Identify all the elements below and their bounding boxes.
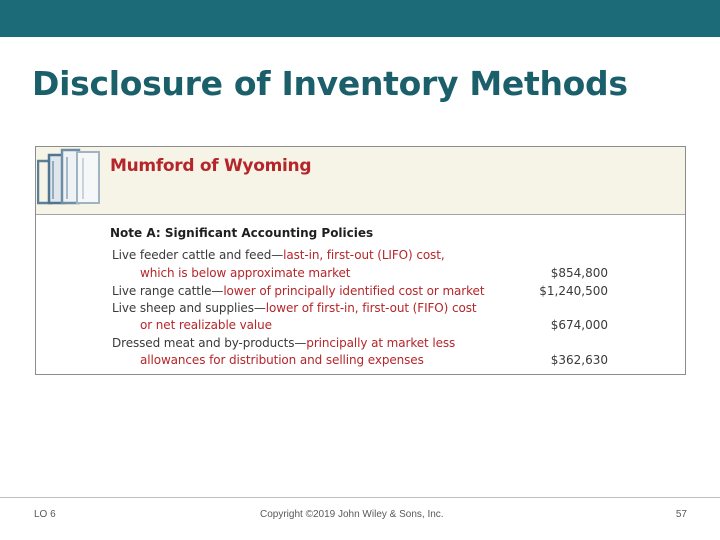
- policy-item-label: Live feeder cattle and feed—: [112, 248, 284, 262]
- policy-item-label: Live range cattle—: [112, 284, 224, 298]
- company-name: Mumford of Wyoming: [110, 156, 312, 176]
- page-number: 57: [675, 509, 687, 520]
- policy-method-text: lower of principally identified cost or market: [223, 284, 485, 298]
- policy-line: [140, 266, 350, 280]
- learning-objective-label: LO 6: [34, 509, 56, 520]
- page-title: Disclosure of Inventory Methods: [32, 64, 628, 103]
- policy-line: [112, 248, 445, 262]
- note-title: Note A: Significant Accounting Policies: [110, 226, 374, 240]
- policy-amount: $854,800: [550, 266, 608, 280]
- policy-amount: $674,000: [550, 318, 608, 332]
- policy-line: [112, 336, 455, 350]
- policy-item-label: Dressed meat and by-products—: [112, 336, 307, 350]
- policy-method-text: last-in, first-out (LIFO) cost,: [283, 248, 445, 262]
- policy-method-text: or net realizable value: [140, 318, 272, 332]
- policy-amount: $1,240,500: [539, 284, 608, 298]
- policy-line: [112, 284, 484, 298]
- policy-method-text: which is below approximate market: [140, 266, 351, 280]
- policy-item-label: Live sheep and supplies—: [112, 301, 266, 315]
- policy-line: [140, 353, 424, 367]
- exhibit-header: [36, 147, 685, 215]
- policy-line: [112, 301, 476, 315]
- policy-method-text: allowances for distribution and selling expenses: [140, 353, 424, 367]
- policy-amount: $362,630: [550, 353, 608, 367]
- policy-method-text: principally at market less: [306, 336, 456, 350]
- policy-method-text: lower of first-in, first-out (FIFO) cost: [265, 301, 477, 315]
- copyright-text: Copyright ©2019 John Wiley & Sons, Inc.: [260, 509, 444, 520]
- exhibit-box: [35, 146, 686, 375]
- building-logo-icon: [37, 147, 101, 205]
- top-bar: [0, 0, 720, 37]
- policy-line: [140, 318, 272, 332]
- footer-divider: [0, 497, 720, 498]
